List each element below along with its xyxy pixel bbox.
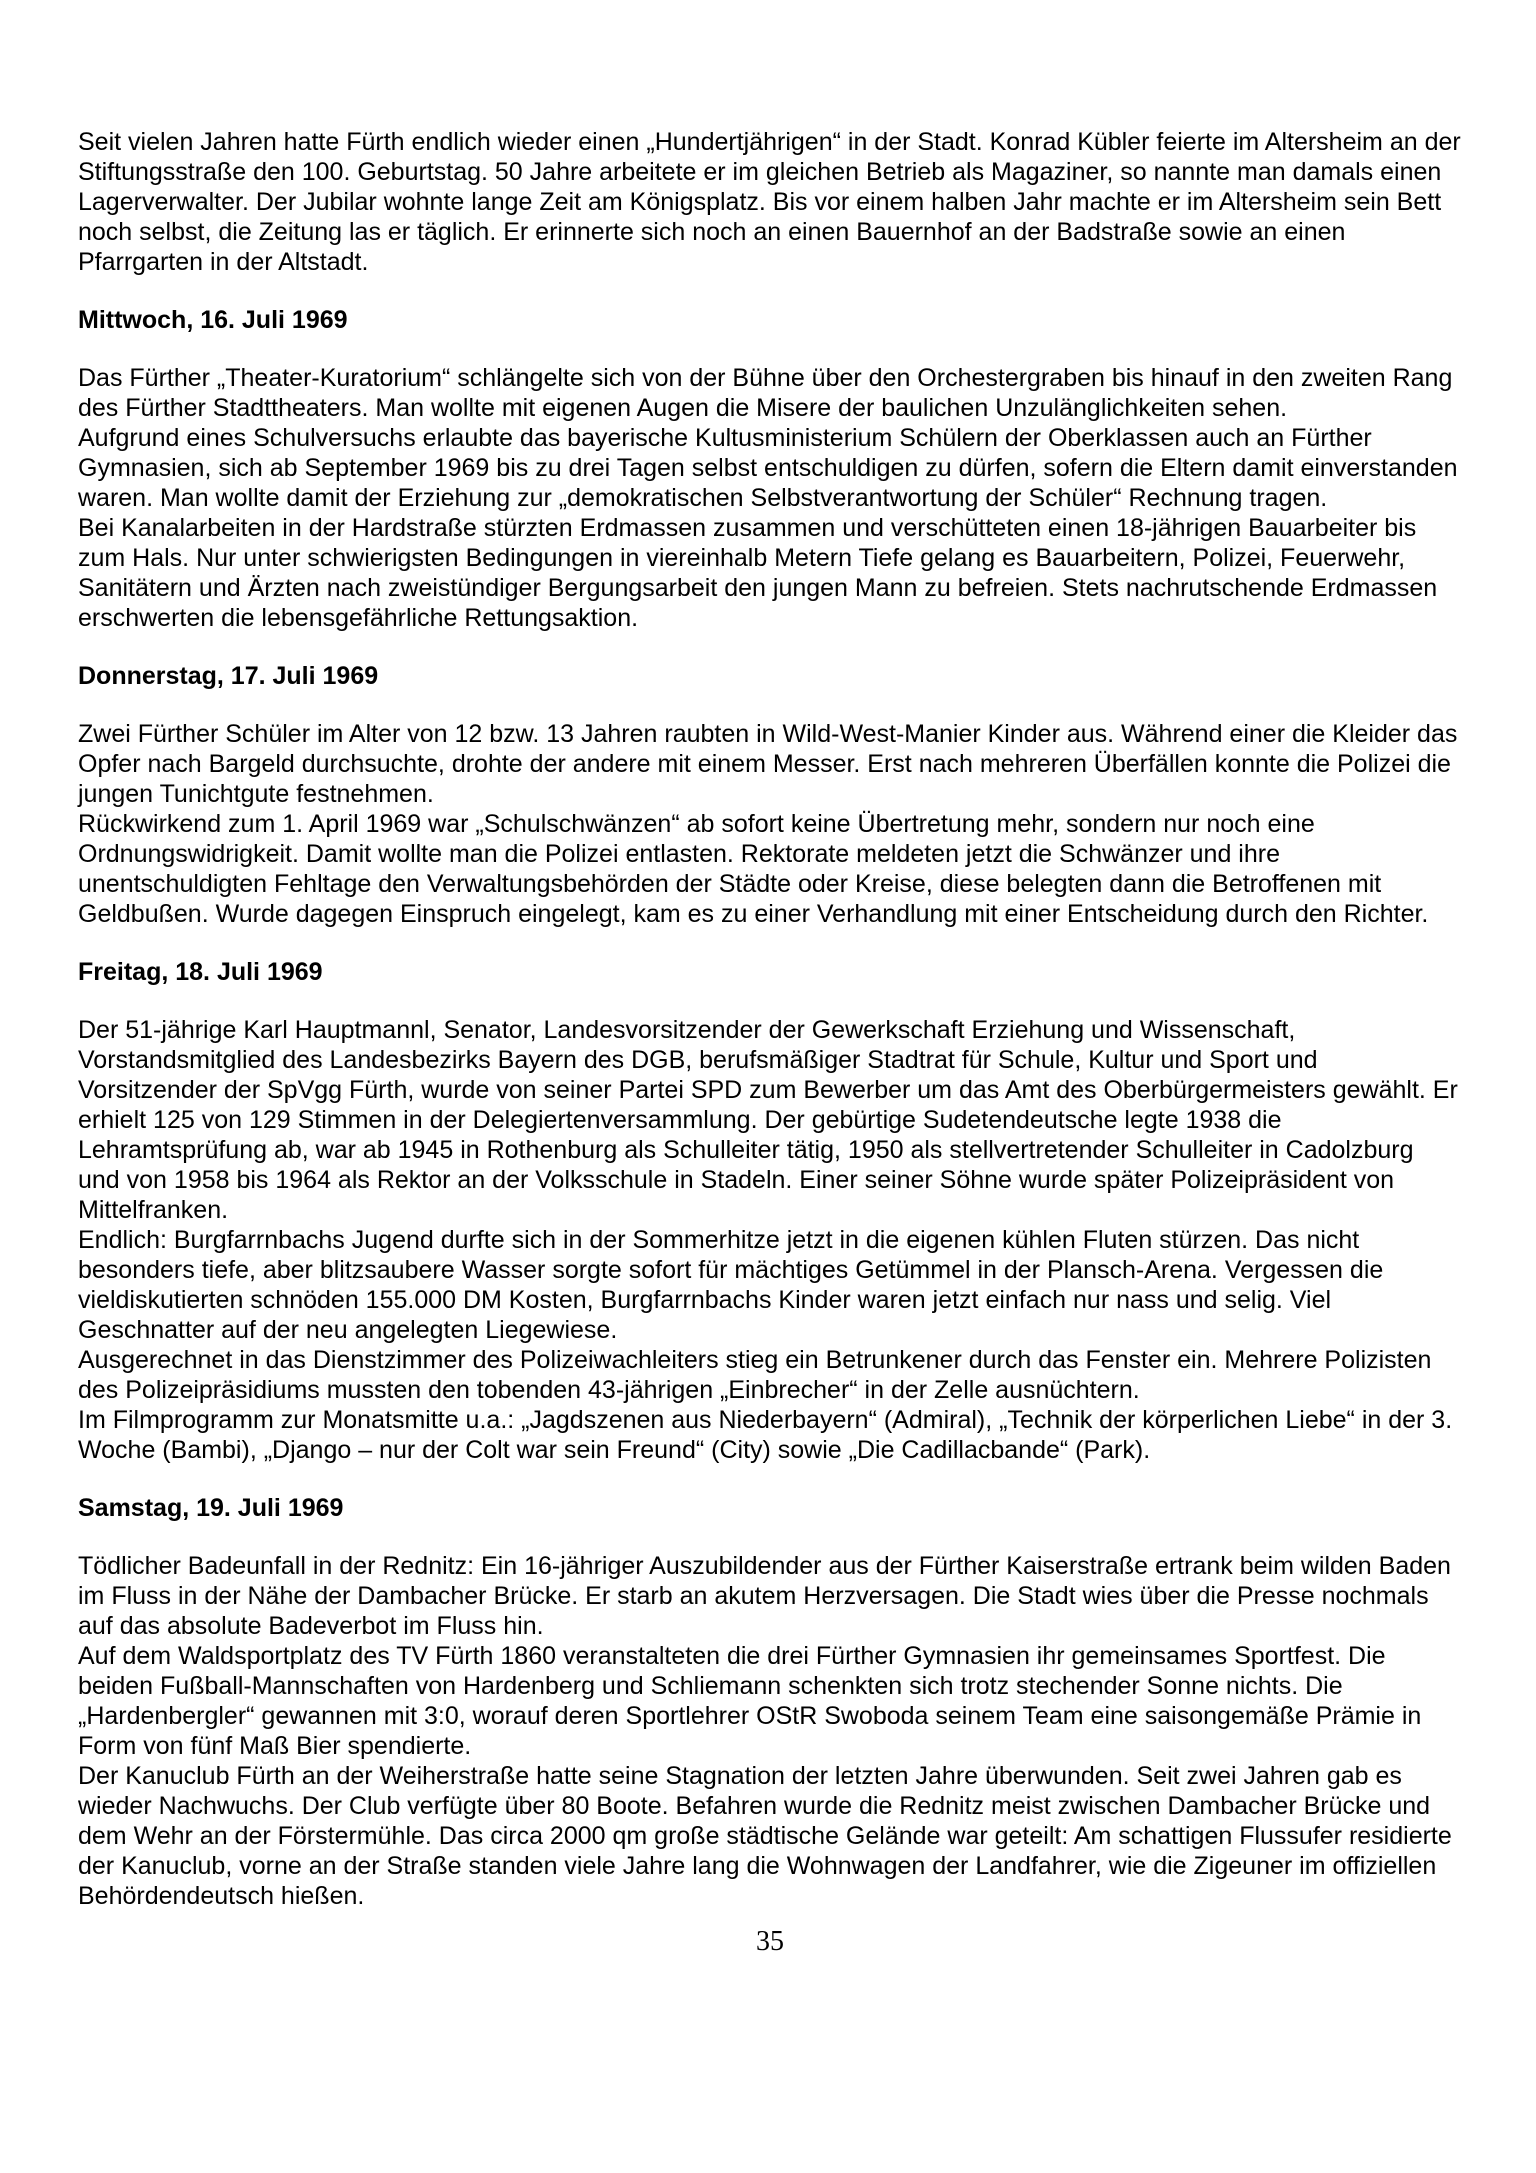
paragraph-theater-kuratorium: Das Fürther „Theater-Kuratorium“ schlängelte sich von der Bühne über den Orchestergraben bis hinauf in den zweiten Rang des Fürther Stadttheaters. Man wollte mit eigenen Augen die Misere der baulichen Unzulänglichkeiten sehen.: [78, 364, 1453, 422]
paragraph-filmprogramm: Im Filmprogramm zur Monatsmitte u.a.: „Jagdszenen aus Niederbayern“ (Admiral), „Technik der körperlichen Liebe“ in der 3. Woche (Bambi), „Django – nur der Colt war sein Freund“ (City) sowie „Die Cadillacbande“ (Park).: [78, 1406, 1453, 1464]
paragraph-betrunkener-einbrecher: Ausgerechnet in das Dienstzimmer des Polizeiwachleiters stieg ein Betrunkener durch das Fenster ein. Mehrere Polizisten des Polizeipräsidiums mussten den tobenden 43-jährigen „Einbrecher“ in der Zelle ausnüchtern.: [78, 1346, 1432, 1404]
paragraph-wild-west-raeuber: Zwei Fürther Schüler im Alter von 12 bzw. 13 Jahren raubten in Wild-West-Manier Kinder aus. Während einer die Kleider das Opfer nach Bargeld durchsuchte, drohte der andere mit einem Messer. Erst nach mehreren Überfällen konnte die Polizei die jungen Tunichtgute festnehmen.: [78, 720, 1458, 808]
paragraph-kanalarbeiten-hardstrasse: Bei Kanalarbeiten in der Hardstraße stürzten Erdmassen zusammen und verschütteten einen 18-jährigen Bauarbeiter bis zum Hals. Nur unter schwierigsten Bedingungen in viereinhalb Metern Tiefe gelang es Bauarbeitern, Polizei, Feuerwehr, Sanitätern und Ärzten nach zweistündiger Bergungsarbeit den jungen Mann zu befreien. Stets nachrutschende Erdmassen erschwerten die lebensgefährliche Rettungsaktion.: [78, 514, 1438, 632]
page-number: 35: [756, 1926, 784, 1957]
date-heading-samstag-19-juli-1969: Samstag, 19. Juli 1969: [78, 1494, 344, 1522]
paragraph-sportfest-gymnasien: Auf dem Waldsportplatz des TV Fürth 1860 veranstalteten die drei Fürther Gymnasien ihr gemeinsames Sportfest. Die beiden Fußball-Mannschaften von Hardenberg und Schliemann schenkten sich trotz stechender Sonne nichts. Die „Hardenbergler“ gewannen mit 3:0, worauf deren Sportlehrer OStR Swoboda seinem Team eine saisongemäße Prämie in Form von fünf Maß Bier spendierte.: [78, 1642, 1422, 1760]
paragraph-badeunfall-rednitz: Tödlicher Badeunfall in der Rednitz: Ein 16-jähriger Auszubildender aus der Fürther Kaiserstraße ertrank beim wilden Baden im Fluss in der Nähe der Dambacher Brücke. Er starb an akutem Herzversagen. Die Stadt wies über die Presse nochmals auf das absolute Badeverbot im Fluss hin.: [78, 1552, 1451, 1640]
date-heading-donnerstag-17-juli-1969: Donnerstag, 17. Juli 1969: [78, 662, 379, 690]
paragraph-centenarian-kuebler: Seit vielen Jahren hatte Fürth endlich wieder einen „Hundertjährigen“ in der Stadt. Konrad Kübler feierte im Altersheim an der Stiftungsstraße den 100. Geburtstag. 50 Jahre arbeitete er im gleichen Betrieb als Magaziner, so nannte man damals einen Lagerverwalter. Der Jubilar wohnte lange Zeit am Königsplatz. Bis vor einem halben Jahr machte er im Altersheim sein Bett noch selbst, die Zeitung las er täglich. Er erinnerte sich noch an einen Bauernhof an der Badstraße sowie an einen Pfarrgarten in der Altstadt.: [78, 128, 1461, 276]
date-heading-freitag-18-juli-1969: Freitag, 18. Juli 1969: [78, 958, 323, 986]
paragraph-schulschwaenzen: Rückwirkend zum 1. April 1969 war „Schulschwänzen“ ab sofort keine Übertretung mehr, sondern nur noch eine Ordnungswidrigkeit. Damit wollte man die Polizei entlasten. Rektorate meldeten jetzt die Schwänzer und ihre unentschuldigten Fehltage den Verwaltungsbehörden der Städte oder Kreise, diese belegten dann die Betroffenen mit Geldbußen. Wurde dagegen Einspruch eingelegt, kam es zu einer Verhandlung mit einer Entscheidung durch den Richter.: [78, 810, 1429, 928]
date-heading-mittwoch-16-juli-1969: Mittwoch, 16. Juli 1969: [78, 306, 348, 334]
paragraph-schulversuch-gymnasien: Aufgrund eines Schulversuchs erlaubte das bayerische Kultusministerium Schülern der Oberklassen auch an Fürther Gymnasien, sich ab September 1969 bis zu drei Tagen selbst entschuldigen zu dürfen, sofern die Eltern damit einverstanden waren. Man wollte damit der Erziehung zur „demokratischen Selbstverantwortung der Schüler“ Rechnung tragen.: [78, 424, 1458, 512]
text-column: [78, 127, 1462, 1959]
paragraph-karl-hauptmannl: Der 51-jährige Karl Hauptmannl, Senator, Landesvorsitzender der Gewerkschaft Erziehung und Wissenschaft, Vorstandsmitglied des Landesbezirks Bayern des DGB, berufsmäßiger Stadtrat für Schule, Kultur und Sport und Vorsitzender der SpVgg Fürth, wurde von seiner Partei SPD zum Bewerber um das Amt des Oberbürgermeisters gewählt. Er erhielt 125 von 129 Stimmen in der Delegiertenversammlung. Der gebürtige Sudetendeutsche legte 1938 die Lehramtsprüfung ab, war ab 1945 in Rothenburg als Schulleiter tätig, 1950 als stellvertretender Schulleiter in Cadolzburg und von 1958 bis 1964 als Rektor an der Volksschule in Stadeln. Einer seiner Söhne wurde später Polizeipräsident von Mittelfranken.: [78, 1016, 1458, 1224]
paragraph-kanuclub-fuerth: Der Kanuclub Fürth an der Weiherstraße hatte seine Stagnation der letzten Jahre überwunden. Seit zwei Jahren gab es wieder Nachwuchs. Der Club verfügte über 80 Boote. Befahren wurde die Rednitz meist zwischen Dambacher Brücke und dem Wehr an der Förstermühle. Das circa 2000 qm große städtische Gelände war geteilt: Am schattigen Flussufer residierte der Kanuclub, vorne an der Straße standen viele Jahre lang die Wohnwagen der Landfahrer, wie die Zigeuner im offiziellen Behördendeutsch hießen.: [78, 1762, 1452, 1910]
paragraph-burgfarrnbach-plansch-arena: Endlich: Burgfarrnbachs Jugend durfte sich in der Sommerhitze jetzt in die eigenen kühlen Fluten stürzen. Das nicht besonders tiefe, aber blitzsaubere Wasser sorgte sofort für mächtiges Getümmel in der Plansch-Arena. Vergessen die vieldiskutierten schnöden 155.000 DM Kosten, Burgfarrnbachs Kinder waren jetzt einfach nur nass und selig. Viel Geschnatter auf der neu angelegten Liegewiese.: [78, 1226, 1384, 1344]
